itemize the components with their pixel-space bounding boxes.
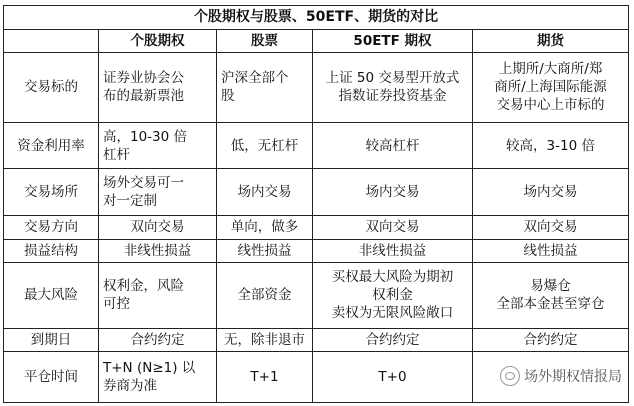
table-row <box>4 263 629 328</box>
row-label: 资金利用率 <box>4 122 99 169</box>
table-cell <box>99 215 217 239</box>
table-cell <box>99 328 217 352</box>
table-cell <box>313 352 473 403</box>
cell-line: 股 <box>221 88 235 105</box>
row-label: 最大风险 <box>4 263 99 328</box>
header-cell-50etf-option: 50ETF 期权 <box>313 29 473 52</box>
watermark <box>500 366 622 386</box>
row-label: 交易标的 <box>4 52 99 122</box>
cell-line: 线性损益 <box>237 242 292 259</box>
cell-line: 权利金 <box>372 287 413 304</box>
row-label: 交易场所 <box>4 169 99 216</box>
table-cell <box>217 52 313 122</box>
table-cell <box>99 263 217 328</box>
table-cell <box>217 215 313 239</box>
table-cell <box>217 328 313 352</box>
header-cell-stock-option: 个股期权 <box>99 29 217 52</box>
cell-line: 场外交易可一 <box>103 175 184 192</box>
cell-line: 商所/上海国际能源 <box>494 79 607 96</box>
cell-line: 布的最新票池 <box>103 88 184 105</box>
table-row <box>4 52 629 122</box>
cell-line: 无，除非退市 <box>224 331 305 348</box>
table-row <box>4 169 629 216</box>
table-cell <box>473 52 629 122</box>
table-cell <box>313 122 473 169</box>
cell-line: T+1 <box>250 369 279 386</box>
title-row <box>4 6 629 30</box>
cell-line: 沪深全部个 <box>221 70 289 87</box>
cell-line: 全部本金甚至穿仓 <box>496 296 605 313</box>
row-label: 损益结构 <box>4 239 99 263</box>
cell-line: 上期所/大商所/郑 <box>498 61 603 78</box>
cell-line: 双向交易 <box>365 219 420 236</box>
table-cell <box>217 352 313 403</box>
table-row <box>4 328 629 352</box>
cell-line: 卖权为无限风险敞口 <box>331 305 454 322</box>
table-cell <box>313 239 473 263</box>
table-cell <box>99 52 217 122</box>
row-label: 平仓时间 <box>4 352 99 403</box>
cell-line: 合约约定 <box>130 331 185 348</box>
cell-line: 全部资金 <box>237 287 292 304</box>
table-cell <box>99 122 217 169</box>
cell-line: 易爆仓 <box>530 278 571 295</box>
cell-line: 双向交易 <box>130 219 185 236</box>
row-label: 到期日 <box>4 328 99 352</box>
table-row <box>4 215 629 239</box>
table-body <box>4 52 629 402</box>
table-cell <box>217 122 313 169</box>
cell-line: 高，10-30 倍 <box>103 128 188 145</box>
cell-line: 合约约定 <box>523 331 578 348</box>
cell-line: 场内交易 <box>237 184 292 201</box>
cell-line: 买权最大风险为期初 <box>331 269 454 286</box>
table-cell <box>217 169 313 216</box>
comparison-table <box>3 5 629 403</box>
table-cell <box>473 263 629 328</box>
table-cell <box>313 328 473 352</box>
cell-line: 上证 50 交易型开放式 <box>325 70 460 87</box>
header-cell-stock: 股票 <box>217 29 313 52</box>
table-cell <box>99 352 217 403</box>
cell-line: 杠杆 <box>103 146 130 163</box>
cell-line: 合约约定 <box>365 331 420 348</box>
header-cell-futures: 期货 <box>473 29 629 52</box>
cell-line: 券商为准 <box>103 378 157 395</box>
table-cell <box>473 169 629 216</box>
table-title: 个股期权与股票、50ETF、期货的对比 <box>4 6 629 30</box>
table-cell <box>99 169 217 216</box>
table-cell <box>313 169 473 216</box>
table-cell <box>217 263 313 328</box>
cell-line: 交易中心上市标的 <box>496 97 605 114</box>
table-cell <box>473 122 629 169</box>
cell-line: 非线性损益 <box>123 242 192 259</box>
cell-line: 线性损益 <box>523 242 578 259</box>
table-cell <box>313 215 473 239</box>
cell-line: 非线性损益 <box>358 242 427 259</box>
table-cell <box>217 239 313 263</box>
cell-line: 权利金，风险 <box>103 278 184 295</box>
header-cell-empty <box>4 29 99 52</box>
table-cell <box>473 215 629 239</box>
table-cell <box>313 52 473 122</box>
cell-line: 较高，3-10 倍 <box>506 137 595 154</box>
cell-line: 场内交易 <box>523 184 578 201</box>
row-label: 交易方向 <box>4 215 99 239</box>
table-cell <box>313 263 473 328</box>
table-cell <box>473 239 629 263</box>
cell-line: T+N (N≥1) 以 <box>103 360 196 377</box>
wechat-icon <box>500 366 520 386</box>
cell-line: 证券业协会公 <box>103 70 184 87</box>
cell-line: 低，无杠杆 <box>230 137 299 154</box>
cell-line: 对一定制 <box>103 193 157 210</box>
cell-line: T+0 <box>378 369 407 386</box>
table-cell <box>473 328 629 352</box>
cell-line: 双向交易 <box>523 219 578 236</box>
table-row <box>4 122 629 169</box>
table-row <box>4 239 629 263</box>
cell-line: 较高杠杆 <box>365 137 420 154</box>
table-cell <box>99 239 217 263</box>
watermark-text: 场外期权情报局 <box>524 369 622 385</box>
header-row <box>4 29 629 52</box>
cell-line: 单向，做多 <box>230 219 299 236</box>
cell-line: 场内交易 <box>365 184 420 201</box>
cell-line: 可控 <box>103 296 130 313</box>
cell-line: 指数证券投资基金 <box>338 88 447 105</box>
